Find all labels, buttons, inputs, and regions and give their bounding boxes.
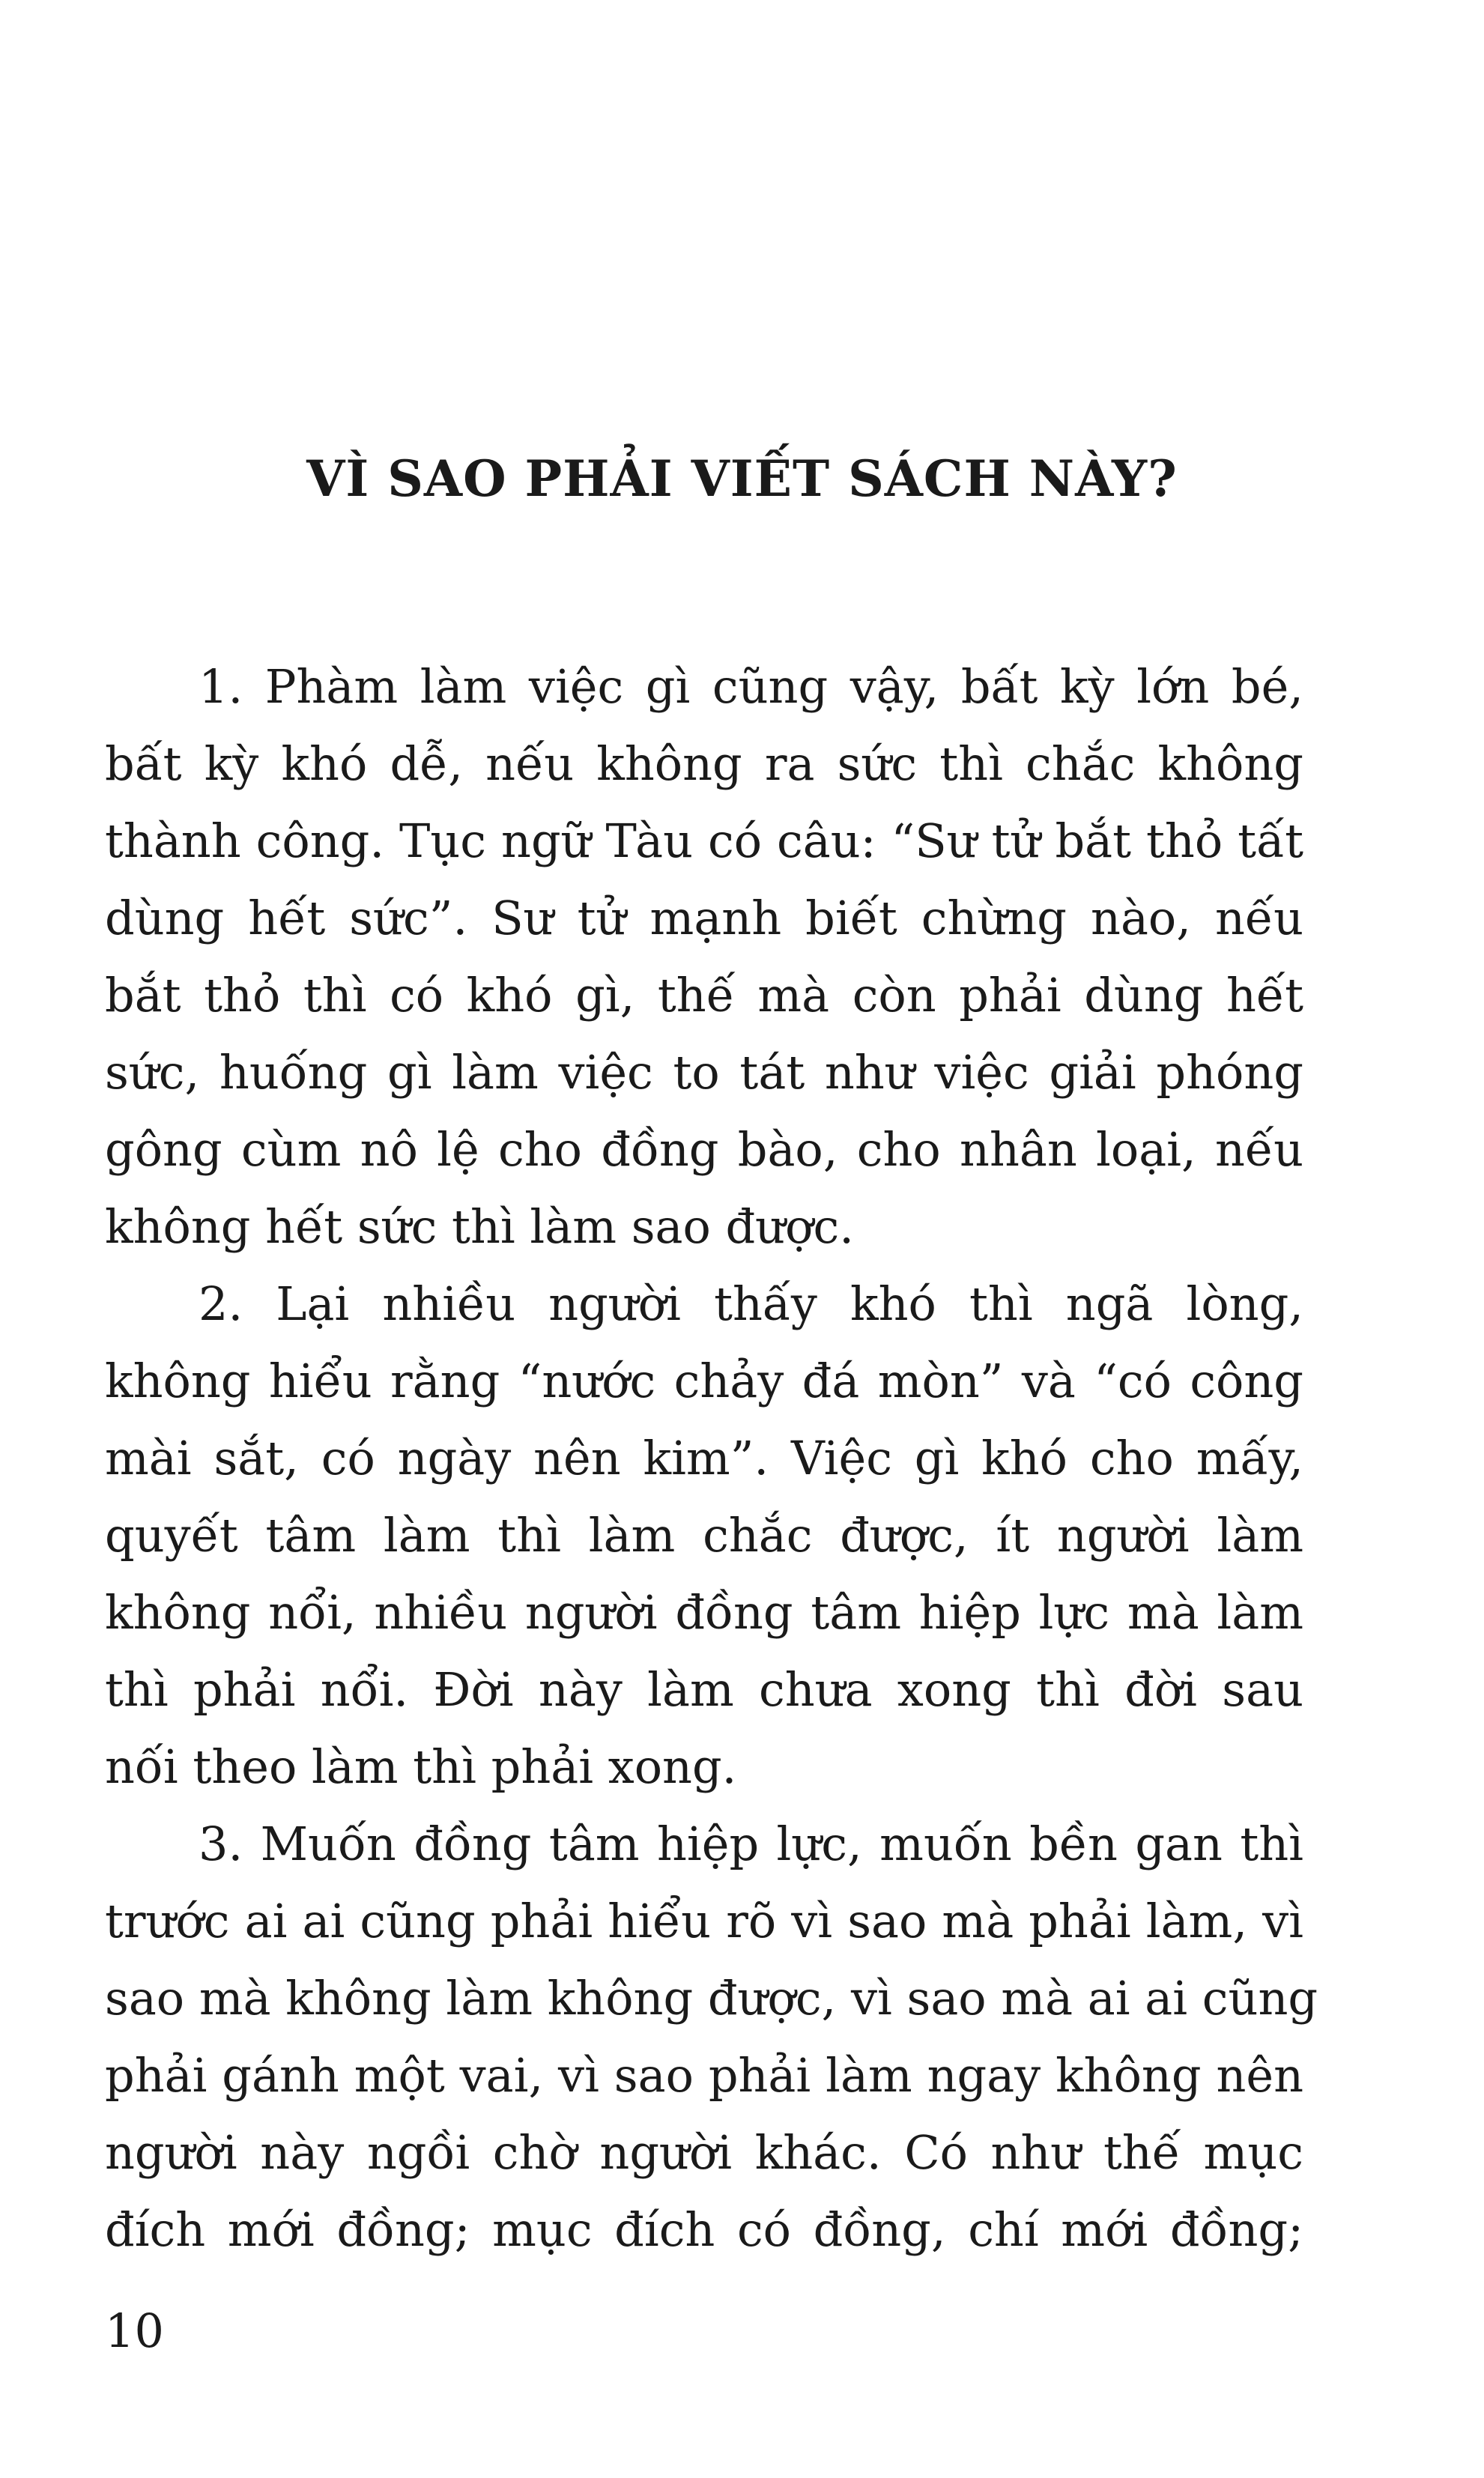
text-line: người này ngồi chờ người khác. Có như thế mục xyxy=(105,2125,1303,2180)
text-line: nối theo làm thì phải xong. xyxy=(105,1739,737,1794)
text-line: phải gánh một vai, vì sao phải làm ngay không nên xyxy=(105,2048,1303,2103)
text-line: không nổi, nhiều người đồng tâm hiệp lực mà làm xyxy=(105,1585,1303,1640)
chapter-title: VÌ SAO PHẢI VIẾT SÁCH NÀY? xyxy=(306,449,1178,508)
text-line: sao mà không làm không được, vì sao mà ai ai cũng xyxy=(105,1971,1318,2026)
text-line: bất kỳ khó dễ, nếu không ra sức thì chắc không xyxy=(105,736,1303,791)
text-line: quyết tâm làm thì làm chắc được, ít người làm xyxy=(105,1508,1303,1563)
body-text xyxy=(105,648,1318,2268)
text-line: không hiểu rằng “nước chảy đá mòn” và “có công xyxy=(105,1354,1303,1408)
text-line: 2. Lại nhiều người thấy khó thì ngã lòng, xyxy=(199,1276,1303,1331)
text-line: gông cùm nô lệ cho đồng bào, cho nhân loại, nếu xyxy=(105,1122,1303,1177)
text-line: thì phải nổi. Đời này làm chưa xong thì đời sau xyxy=(105,1662,1303,1717)
page-number: 10 xyxy=(105,2303,164,2358)
text-line: bắt thỏ thì có khó gì, thế mà còn phải dùng hết xyxy=(105,968,1303,1023)
text-line: sức, huống gì làm việc to tát như việc giải phóng xyxy=(105,1045,1303,1100)
text-line: thành công. Tục ngữ Tàu có câu: “Sư tử bắt thỏ tất xyxy=(105,814,1303,868)
text-line: mài sắt, có ngày nên kim”. Việc gì khó cho mấy, xyxy=(105,1431,1303,1485)
text-line: 3. Muốn đồng tâm hiệp lực, muốn bền gan thì xyxy=(199,1817,1303,1871)
text-line: dùng hết sức”. Sư tử mạnh biết chừng nào, nếu xyxy=(105,891,1303,945)
text-line: không hết sức thì làm sao được. xyxy=(105,1199,854,1254)
text-line: trước ai ai cũng phải hiểu rõ vì sao mà phải làm, vì xyxy=(105,1894,1303,1948)
text-line: 1. Phàm làm việc gì cũng vậy, bất kỳ lớn bé, xyxy=(199,659,1303,714)
text-line: đích mới đồng; mục đích có đồng, chí mới đồng; xyxy=(105,2202,1303,2257)
